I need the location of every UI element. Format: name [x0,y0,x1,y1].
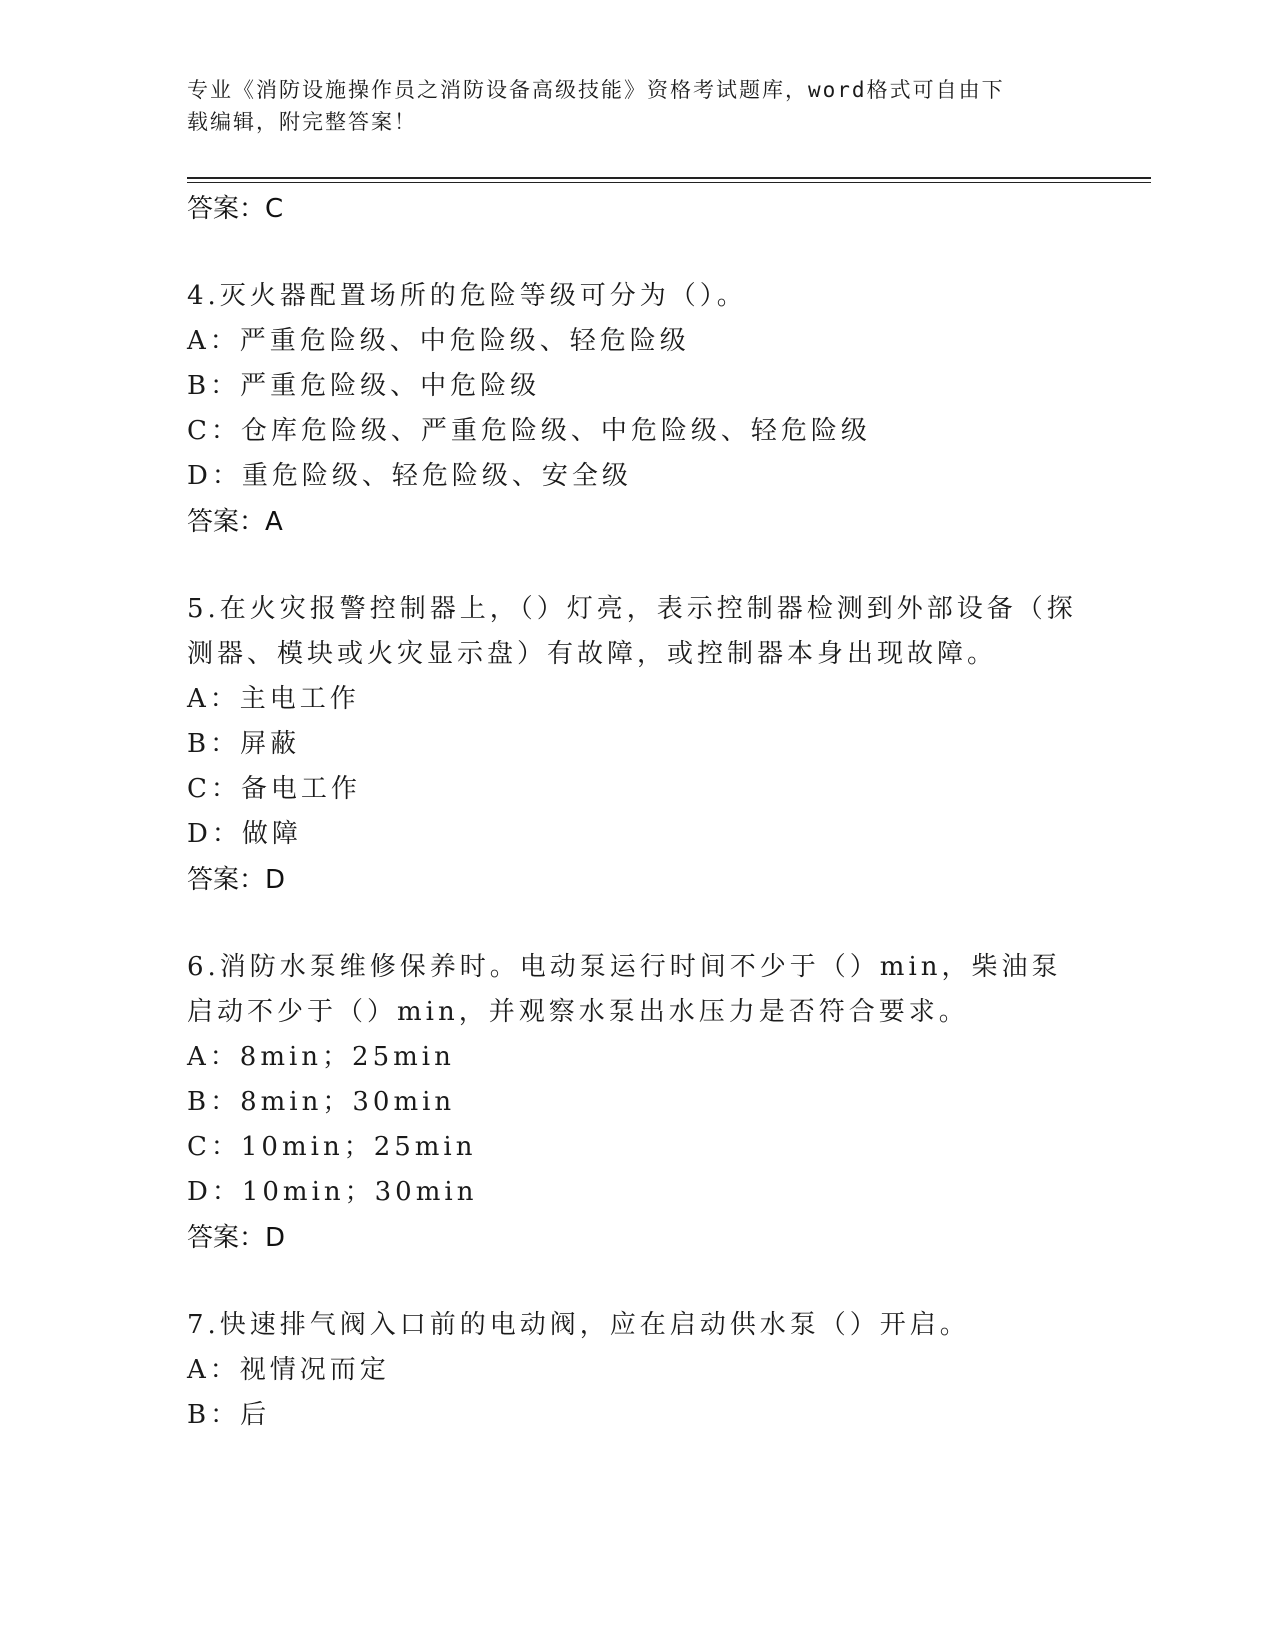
header-divider-thin [187,182,1151,183]
option-a: A：主电工作 [187,684,360,714]
document-header [187,74,1067,138]
question-stem: 6.消防水泵维修保养时。电动泵运行时间不少于（）min，柴油泵启动不少于（）min，并观察水泵出水压力是否符合要求。 [187,952,1062,1027]
option-c: C：仓库危险级、严重危险级、中危险级、轻危险级 [187,416,871,446]
header-line-1: 专业《消防设施操作员之消防设备高级技能》资格考试题库，word格式可自由下 [187,78,1005,102]
answer-label: 答案：C [187,194,284,224]
option-b: B：屏蔽 [187,729,301,759]
option-c: C：备电工作 [187,774,361,804]
answer-label: 答案：D [187,1223,286,1253]
option-d: D：做障 [187,819,302,849]
option-a: A：严重危险级、中危险级、轻危险级 [187,326,690,356]
option-b: B：8min；30min [187,1087,456,1117]
spacer [187,903,1087,945]
question-block [187,1303,1087,1438]
option-b: B：后 [187,1400,271,1430]
option-d: D：10min；30min [187,1177,478,1207]
question-stem: 7.快速排气阀入口前的电动阀，应在启动供水泵（）开启。 [187,1310,970,1340]
question-stem: 4.灭火器配置场所的危险等级可分为（）。 [187,281,747,311]
option-b: B：严重危险级、中危险级 [187,371,541,401]
option-d: D：重危险级、轻危险级、安全级 [187,461,632,491]
answer-label: 答案：D [187,865,286,895]
option-a: A：8min；25min [187,1042,455,1072]
question-block [187,274,1087,545]
option-a: A：视情况而定 [187,1355,390,1385]
header-line-2: 载编辑，附完整答案！ [187,110,417,134]
question-list [187,186,1087,1438]
header-divider [187,177,1151,179]
option-c: C：10min；25min [187,1132,477,1162]
spacer [187,545,1087,587]
spacer [187,1261,1087,1303]
question-block [187,945,1087,1261]
answer-label: 答案：A [187,507,283,537]
spacer [187,232,1087,274]
question-block [187,587,1087,903]
question-stem: 5.在火灾报警控制器上，（）灯亮，表示控制器检测到外部设备（探测器、模块或火灾显示盘）有故障，或控制器本身出现故障。 [187,594,1077,669]
